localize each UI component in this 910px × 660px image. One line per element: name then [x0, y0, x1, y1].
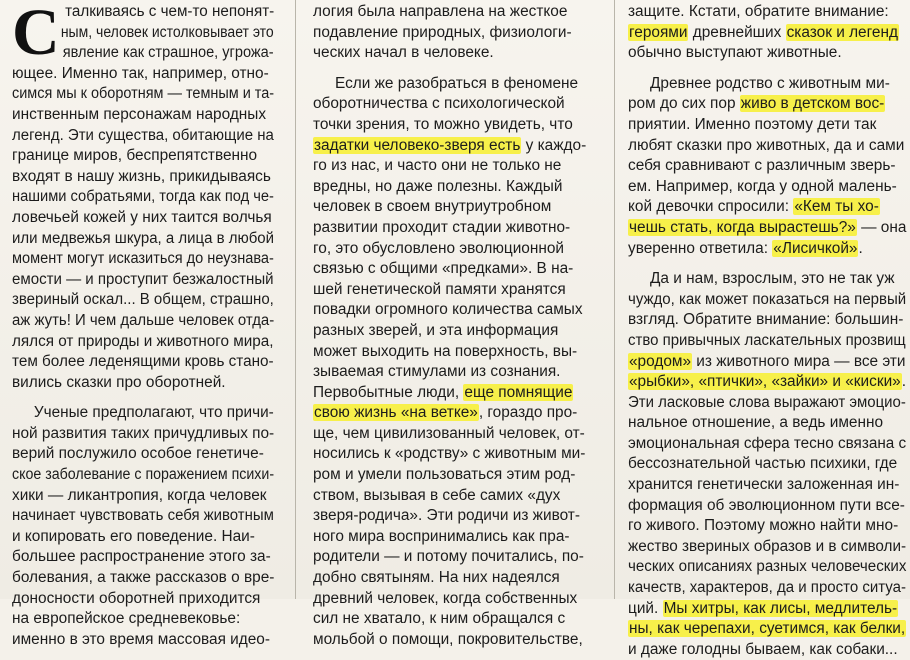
text-line: хики — ликантропия, когда человек [12, 486, 267, 504]
text-line: Да и нам, взрослым, это не так уж [650, 270, 895, 288]
text-column-3 [628, 2, 906, 660]
text-line: вились сказки про оборотней. [12, 373, 226, 391]
paragraph-gap [628, 259, 906, 269]
text-line: го, это обусловлено эволюционной [313, 239, 565, 257]
text-line: ром до сих пор живо в детском вос- [628, 95, 885, 113]
text-line: точки зрения, то можно увидеть, что [313, 115, 573, 133]
text-line: зверя-родича». Эти родичи из живот- [313, 507, 580, 525]
marker-highlight: «родом» [629, 352, 692, 370]
text-line: тем более леденящими кровь стано- [12, 353, 274, 371]
text-line: нашими собратьями, тогда как под че- [12, 188, 274, 206]
text-line: героями древнейших сказок и легенд [629, 23, 898, 41]
text-line: Эти ласковые слова выражают эмоцио- [628, 393, 906, 411]
text-line: границе миров, беспрепятственно [12, 147, 258, 165]
text-line: повадки огромного количества самых [313, 301, 583, 319]
text-line: го из нас, и часто они не только не [313, 157, 562, 175]
paragraph-gap [12, 393, 274, 403]
text-line: вредны, но даже полезны. Каждый [313, 177, 563, 195]
text-line: свою жизнь «на ветке», гораздо про- [314, 404, 578, 422]
marker-highlight: «Кем ты хо- [794, 198, 879, 216]
text-line: большее распространение этого за- [12, 548, 271, 566]
text-line: оборотничества с психологической [313, 95, 565, 113]
text-line: связью с общими «предками». В на- [313, 260, 574, 278]
text-line: ром и умели пользоваться этим род- [313, 466, 576, 484]
text-line: ем. Например, когда у одной малень- [628, 177, 897, 195]
text-line: древний человек, когда собственных [313, 589, 578, 607]
text-line: ловечьей кожей у них таится волчья [12, 208, 272, 226]
marker-highlight: ны, как черепахи, суетимся, как белки, [629, 620, 906, 638]
text-line: доносности оборотней приходится [12, 589, 261, 607]
text-line: момент могут исказиться до неузнава- [12, 250, 274, 268]
text-line: формация об эволюционном пути все- [628, 496, 905, 514]
text-line: приятии. Именно поэтому дети так [628, 115, 877, 133]
text-line: лялся от природы и животного мира, [12, 332, 274, 350]
text-line: ной развития таких причудливых по- [12, 424, 275, 442]
text-line: талкиваясь с чем-то непонят- [65, 3, 275, 20]
drop-cap: С [12, 0, 60, 69]
text-line: симся мы к оборотням — темным и та- [12, 85, 275, 103]
text-line: хранится генетически заложенная ин- [628, 476, 900, 494]
marker-highlight: еще помнящие [464, 383, 573, 401]
text-line: инственным персонажам народных [12, 105, 267, 123]
text-line: может выходить на поверхность, вы- [313, 342, 578, 360]
text-line: кой девочки спросили: «Кем ты хо- [628, 198, 879, 216]
text-line: ское заболевание с поражением психи- [12, 466, 275, 484]
text-line: «родом» из животного мира — все эти [629, 352, 906, 370]
marker-highlight: чешь стать, когда вырастешь?» [629, 218, 856, 236]
text-line: задатки человеко-зверя есть у каждо- [314, 136, 587, 154]
text-line: защите. Кстати, обратите внимание: [628, 3, 889, 20]
text-line: ций. Мы хитры, как лисы, медлитель- [628, 599, 898, 617]
text-line: мольбой о помощи, покровительстве, [313, 630, 583, 648]
text-line: любят сказки про животных, да и сами [628, 136, 905, 154]
marker-highlight: Мы хитры, как лисы, медлитель- [663, 599, 898, 617]
marker-highlight: задатки человеко-зверя есть [314, 136, 521, 154]
text-line: аж жуть! И чем дальше человек отда- [12, 311, 275, 329]
text-line: подавление природных, физиологи- [313, 23, 572, 41]
text-line: «рыбки», «птички», «зайки» и «киски». [629, 373, 907, 391]
text-line: качеств, характеров, да и просто ситуа- [628, 579, 907, 597]
text-line: развитии проходит стадии животно- [313, 218, 571, 236]
text-line: Если же разобраться в феномене [335, 74, 579, 92]
text-line: ще, чем цивилизованный человек, от- [313, 424, 585, 442]
marker-highlight: сказок и легенд [786, 23, 898, 41]
text-line: ного мира воспринимались как пра- [313, 527, 570, 545]
text-line: добно святыням. На них надеялся [313, 569, 560, 587]
marker-highlight: живо в детском вос- [740, 95, 885, 113]
marker-highlight: «Лисичкой» [773, 239, 858, 257]
text-line: болевания, а также рассказов о вре- [12, 569, 275, 587]
text-line: шей генетической памяти хранятся [313, 280, 566, 298]
text-line: ство привычных ласкательных прозвищ [628, 331, 906, 349]
text-line: ческих описаниях разных человеческих [628, 558, 907, 576]
text-line: себя сравнивают с различным зверь- [628, 157, 896, 175]
text-line: начинает чувствовать себя животным [12, 507, 274, 525]
text-line: и копировать его поведение. Наи- [12, 527, 255, 545]
text-line: ным, человек истолковывает это [60, 23, 274, 41]
text-line [628, 619, 906, 640]
text-line: нальное отношение, а ведь именно [628, 414, 884, 432]
text-line: чуждо, как может показаться на первый [628, 290, 907, 308]
text-line: логия была направлена на жесткое [313, 3, 568, 20]
text-line: Древнее родство с животным ми- [650, 74, 890, 92]
text-line: и даже голодны бываем, как собаки... [628, 640, 898, 658]
text-line: чешь стать, когда вырастешь?» — она [629, 218, 907, 236]
text-line: явление как страшное, угрожа- [62, 44, 274, 62]
text-line: на европейское средневековье: [12, 610, 241, 628]
text-line: эмоциональная сфера тесно связана с [628, 434, 907, 452]
paragraph-gap [313, 64, 601, 74]
text-line: жество звериных образов и в символи- [628, 537, 907, 555]
text-line: или медвежья шкура, а лица в любой [12, 229, 275, 247]
marker-highlight: героями [629, 23, 688, 41]
text-line: носились к «родству» с животным ми- [313, 445, 586, 463]
text-line: человек в своем внутриутробном [313, 198, 552, 216]
text-line: звериный оскал... В общем, страшно, [12, 291, 274, 309]
text-line: емости — и проступит безжалостный [12, 270, 274, 288]
text-line: ющее. Именно так, например, отно- [12, 64, 269, 82]
text-column-2 [313, 2, 601, 650]
text-line: Первобытные люди, еще помнящие [313, 383, 573, 401]
paragraph-gap [628, 64, 906, 74]
text-line: Ученые предполагают, что причи- [33, 404, 274, 422]
text-line: зываемая стимулами из сознания. [313, 363, 561, 381]
text-line: уверенно ответила: «Лисичкой». [628, 239, 863, 257]
marker-highlight: «рыбки», «птички», «зайки» и «киски» [629, 373, 901, 391]
text-line: взгляд. Обратите внимание: большин- [628, 311, 904, 329]
text-line: ческих начал в человеке. [313, 44, 494, 62]
text-line: разных зверей, и эта информация [313, 321, 559, 339]
text-line: обычно выступают животные. [628, 44, 842, 62]
text-line: сил не хватало, к ним обращался с [313, 610, 566, 628]
marker-highlight: свою жизнь «на ветке» [314, 404, 478, 422]
text-line: родители — и потому почитались, по- [313, 548, 584, 566]
text-line: ством, вызывая в себе самих «дух [313, 486, 561, 504]
column-divider [614, 0, 615, 599]
text-column-1 [12, 2, 274, 650]
text-line: именно в это время массовая идео- [12, 630, 270, 648]
text-line: верий послужило особое генетиче- [12, 445, 264, 463]
column-divider [295, 0, 296, 599]
text-line: легенд. Эти существа, обитающие на [12, 126, 274, 144]
text-line: входят в нашу жизнь, прикидываясь [12, 167, 271, 185]
text-line: го живого. Поэтому можно найти мно- [628, 517, 899, 535]
text-line: бессознательной частью психики, где [628, 455, 898, 473]
